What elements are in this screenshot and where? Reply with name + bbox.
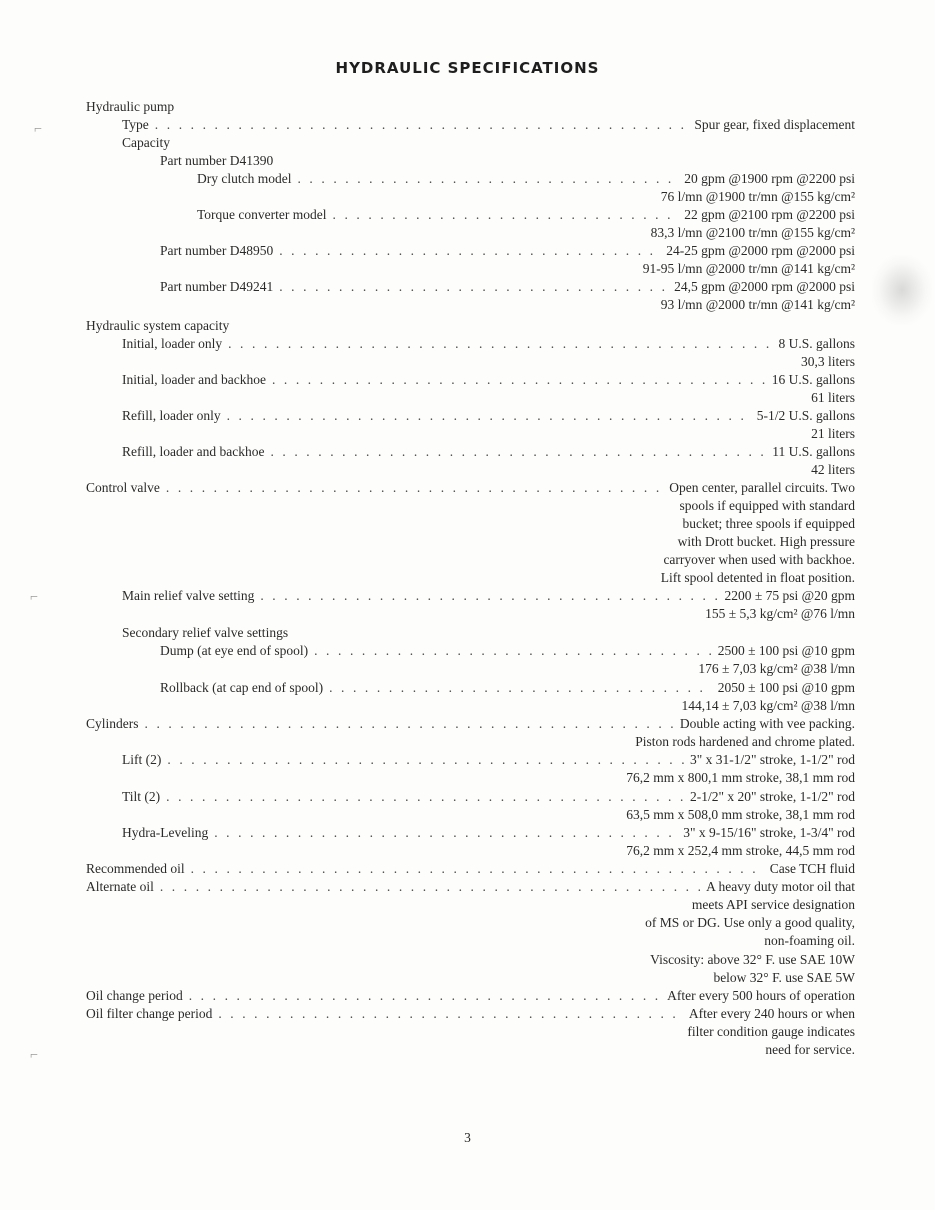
dot-leader bbox=[191, 860, 764, 878]
dot-leader bbox=[167, 751, 684, 769]
spec-row bbox=[86, 860, 855, 878]
spec-label: Initial, loader only bbox=[122, 336, 223, 351]
spec-value: 24-25 gpm @2000 rpm @2000 psi bbox=[666, 243, 855, 258]
dot-leader bbox=[279, 242, 660, 260]
spec-value-continuation: below 32° F. use SAE 5W bbox=[713, 970, 855, 985]
spec-value-continuation: Lift spool detented in float position. bbox=[660, 570, 855, 585]
spec-label: Initial, loader and backhoe bbox=[122, 372, 266, 387]
spec-row bbox=[86, 1005, 855, 1023]
spec-value-continuation: 93 l/mn @2000 tr/mn @141 kg/cm² bbox=[660, 297, 855, 312]
spec-row bbox=[122, 443, 855, 461]
spec-value: A heavy duty motor oil that bbox=[706, 879, 855, 894]
spec-row bbox=[86, 878, 855, 896]
spec-value: 3" x 9-15/16" stroke, 1-3/4" rod bbox=[683, 825, 855, 840]
spec-heading: Secondary relief valve settings bbox=[122, 625, 289, 640]
spec-value-continuation: with Drott bucket. High pressure bbox=[677, 534, 855, 549]
dot-leader bbox=[227, 407, 751, 425]
dot-leader bbox=[297, 170, 678, 188]
spec-value: 16 U.S. gallons bbox=[771, 372, 855, 387]
spec-label: Hydra-Leveling bbox=[122, 825, 209, 840]
spec-row bbox=[86, 479, 855, 497]
spec-row bbox=[122, 788, 855, 806]
spec-value-continuation: filter condition gauge indicates bbox=[687, 1024, 855, 1039]
dot-leader bbox=[160, 878, 700, 896]
spec-value: 24,5 gpm @2000 rpm @2000 psi bbox=[674, 279, 855, 294]
spec-label: Alternate oil bbox=[86, 879, 154, 894]
spec-label: Main relief valve setting bbox=[122, 588, 255, 603]
spec-value: 2050 ± 100 psi @10 gpm bbox=[717, 680, 855, 695]
spec-label: Torque converter model bbox=[197, 207, 327, 222]
dot-leader bbox=[218, 1005, 683, 1023]
dot-leader bbox=[270, 443, 766, 461]
spec-label: Recommended oil bbox=[86, 861, 185, 876]
spec-value-continuation: bucket; three spools if equipped bbox=[682, 516, 855, 531]
spec-value: 2200 ± 75 psi @20 gpm bbox=[724, 588, 855, 603]
spec-value: 3" x 31-1/2" stroke, 1-1/2" rod bbox=[689, 752, 855, 767]
scan-smudge bbox=[872, 255, 932, 325]
dot-leader bbox=[166, 788, 684, 806]
spec-value-continuation: 30,3 liters bbox=[801, 354, 855, 369]
spec-row bbox=[122, 335, 855, 353]
spec-value: Open center, parallel circuits. Two bbox=[669, 480, 855, 495]
dot-leader bbox=[329, 679, 712, 697]
spec-label: Cylinders bbox=[86, 716, 139, 731]
dot-leader bbox=[333, 206, 679, 224]
dot-leader bbox=[155, 116, 689, 134]
spec-value-continuation: 76,2 mm x 800,1 mm stroke, 38,1 mm rod bbox=[626, 770, 855, 785]
spec-row bbox=[122, 116, 855, 134]
spec-row bbox=[122, 824, 855, 842]
spec-row bbox=[197, 206, 855, 224]
spec-row bbox=[197, 170, 855, 188]
dot-leader bbox=[228, 335, 772, 353]
scan-mark: ⌐ bbox=[30, 590, 38, 605]
dot-leader bbox=[189, 987, 661, 1005]
spec-heading: Hydraulic pump bbox=[86, 99, 175, 114]
spec-row bbox=[160, 242, 855, 260]
dot-leader bbox=[145, 715, 674, 733]
spec-row bbox=[122, 751, 855, 769]
spec-label: Type bbox=[122, 117, 149, 132]
dot-leader bbox=[260, 587, 718, 605]
spec-row bbox=[122, 587, 855, 605]
spec-value-continuation: meets API service designation bbox=[691, 897, 855, 912]
spec-label: Part number D49241 bbox=[160, 279, 274, 294]
spec-value-continuation: 76,2 mm x 252,4 mm stroke, 44,5 mm rod bbox=[626, 843, 855, 858]
spec-value: After every 500 hours of operation bbox=[667, 988, 855, 1003]
spec-label: Dry clutch model bbox=[197, 171, 292, 186]
spec-row bbox=[122, 371, 855, 389]
spec-label: Tilt (2) bbox=[122, 789, 161, 804]
spec-label: Part number D48950 bbox=[160, 243, 274, 258]
spec-label: Oil change period bbox=[86, 988, 183, 1003]
spec-value: 8 U.S. gallons bbox=[778, 336, 855, 351]
spec-row bbox=[160, 679, 855, 697]
spec-value-continuation: 83,3 l/mn @2100 tr/mn @155 kg/cm² bbox=[650, 225, 855, 240]
spec-value-continuation: Viscosity: above 32° F. use SAE 10W bbox=[650, 952, 855, 967]
spec-label: Refill, loader only bbox=[122, 408, 221, 423]
page-number: 3 bbox=[464, 1130, 471, 1145]
spec-value-continuation: 63,5 mm x 508,0 mm stroke, 38,1 mm rod bbox=[626, 807, 855, 822]
spec-heading: Hydraulic system capacity bbox=[86, 318, 230, 333]
spec-value-continuation: need for service. bbox=[765, 1042, 855, 1057]
spec-label: Oil filter change period bbox=[86, 1006, 213, 1021]
spec-value-continuation: carryover when used with backhoe. bbox=[663, 552, 855, 567]
spec-value: Double acting with vee packing. bbox=[679, 716, 855, 731]
spec-value: 11 U.S. gallons bbox=[772, 444, 855, 459]
spec-value-continuation: 144,14 ± 7,03 kg/cm² @38 l/mn bbox=[681, 698, 855, 713]
spec-value: Case TCH fluid bbox=[769, 861, 855, 876]
spec-value-continuation: Piston rods hardened and chrome plated. bbox=[635, 734, 855, 749]
spec-heading: Part number D41390 bbox=[160, 153, 274, 168]
spec-label: Dump (at eye end of spool) bbox=[160, 643, 309, 658]
spec-value-continuation: 91-95 l/mn @2000 tr/mn @141 kg/cm² bbox=[642, 261, 855, 276]
spec-label: Lift (2) bbox=[122, 752, 162, 767]
spec-row bbox=[160, 278, 855, 296]
dot-leader bbox=[214, 824, 677, 842]
spec-value-continuation: of MS or DG. Use only a good quality, bbox=[645, 915, 855, 930]
dot-leader bbox=[166, 479, 663, 497]
dot-leader bbox=[272, 371, 766, 389]
page-title: HYDRAULIC SPECIFICATIONS bbox=[335, 59, 600, 77]
spec-label: Refill, loader and backhoe bbox=[122, 444, 265, 459]
spec-value-continuation: 155 ± 5,3 kg/cm² @76 l/mn bbox=[705, 606, 855, 621]
spec-row bbox=[160, 642, 855, 660]
scan-mark: ⌐ bbox=[34, 122, 42, 137]
spec-row bbox=[86, 987, 855, 1005]
spec-label: Rollback (at cap end of spool) bbox=[160, 680, 324, 695]
spec-value: Spur gear, fixed displacement bbox=[694, 117, 855, 132]
spec-value-continuation: spools if equipped with standard bbox=[679, 498, 855, 513]
spec-value: 5-1/2 U.S. gallons bbox=[756, 408, 855, 423]
spec-value-continuation: 21 liters bbox=[811, 426, 855, 441]
spec-label: Control valve bbox=[86, 480, 160, 495]
spec-value: 2500 ± 100 psi @10 gpm bbox=[717, 643, 855, 658]
spec-value: 22 gpm @2100 rpm @2200 psi bbox=[684, 207, 855, 222]
spec-value: 20 gpm @1900 rpm @2200 psi bbox=[684, 171, 855, 186]
scan-mark: ⌐ bbox=[30, 1048, 38, 1063]
dot-leader bbox=[314, 642, 712, 660]
spec-value-continuation: non-foaming oil. bbox=[764, 933, 855, 948]
spec-value-continuation: 61 liters bbox=[811, 390, 855, 405]
spec-value: 2-1/2" x 20" stroke, 1-1/2" rod bbox=[689, 789, 855, 804]
spec-row bbox=[122, 407, 855, 425]
spec-heading: Capacity bbox=[122, 135, 170, 150]
dot-leader bbox=[279, 278, 668, 296]
spec-row bbox=[86, 715, 855, 733]
spec-value-continuation: 176 ± 7,03 kg/cm² @38 l/mn bbox=[698, 661, 855, 676]
spec-value-continuation: 42 liters bbox=[811, 462, 855, 477]
spec-value-continuation: 76 l/mn @1900 tr/mn @155 kg/cm² bbox=[660, 189, 855, 204]
spec-value: After every 240 hours or when bbox=[688, 1006, 855, 1021]
